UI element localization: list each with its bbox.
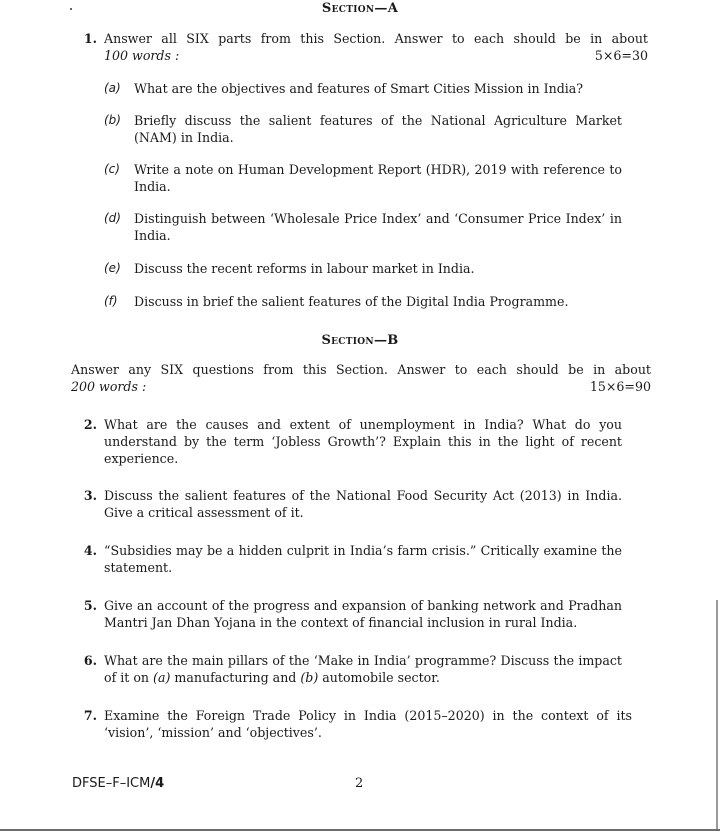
paper-code — [72, 775, 164, 792]
part-label: (b) — [104, 113, 121, 127]
question-number: 5. — [83, 598, 97, 613]
part-label: (f) — [104, 294, 118, 308]
question-number: 7. — [83, 708, 97, 723]
part-label: (c) — [104, 162, 120, 176]
instruction-text: Answer all SIX parts from this Section. Answer to each should be in about — [104, 31, 648, 46]
question-text — [104, 652, 622, 686]
part-text: Discuss in brief the salient features of the Digital India Programme. — [134, 294, 569, 309]
section-b-instructions — [71, 361, 651, 395]
paper-code-prefix: DFSE–F–ICM — [72, 776, 151, 791]
marks-allocation: 15×6=90 — [589, 379, 651, 394]
page-number: 2 — [355, 776, 364, 791]
instruction-text: Answer any SIX questions from this Section. Answer to each should be in about — [71, 362, 651, 377]
part-text: Briefly discuss the salient features of the National Agriculture Market (NAM) in India. — [134, 113, 622, 145]
question-text-part: What are the main pillars of the ‘Make in India’ programme? Discuss the impact of it on — [104, 653, 622, 685]
part-label: (d) — [104, 211, 121, 225]
marks-allocation: 5×6=30 — [594, 48, 648, 63]
question-text: What are the causes and extent of unemployment in India? What do you understand by the term ‘Jobless Growth’? Explain this in the light of recent experience. — [104, 417, 622, 466]
instruction-second-line — [71, 378, 651, 395]
part-text: Write a note on Human Development Report (HDR), 2019 with reference to India. — [134, 162, 622, 194]
question-text-part: automobile sector. — [318, 670, 440, 685]
sub-part-label: (a) — [153, 670, 171, 685]
question-number: 2. — [83, 417, 97, 432]
question-number: 3. — [83, 488, 97, 503]
section-b-heading: Section—B — [321, 333, 399, 348]
question-text: Discuss the salient features of the National Food Security Act (2013) in India. Give a critical assessment of it. — [104, 488, 622, 520]
part-text: Distinguish between ‘Wholesale Price Index’ and ‘Consumer Price Index’ in India. — [134, 211, 622, 243]
scan-edge-bottom — [0, 829, 720, 831]
question-text: Examine the Foreign Trade Policy in India (2015–2020) in the context of its ‘vision’, ‘mission’ and ‘objectives’. — [104, 708, 632, 740]
question-number: 6. — [83, 653, 97, 668]
word-limit: 200 words : — [71, 379, 147, 394]
section-a-heading: Section—A — [321, 1, 399, 16]
part-label: (a) — [104, 81, 121, 95]
part-label: (e) — [104, 261, 121, 275]
section-a-instructions — [104, 30, 648, 64]
part-text: What are the objectives and features of Smart Cities Mission in India? — [134, 81, 584, 96]
scan-edge-right — [716, 600, 718, 830]
question-number: 1. — [83, 31, 97, 46]
sub-part-label: (b) — [300, 670, 319, 685]
part-text: Discuss the recent reforms in labour market in India. — [134, 261, 475, 276]
question-number: 4. — [83, 543, 97, 558]
question-text: Give an account of the progress and expansion of banking network and Pradhan Mantri Jan Dhan Yojana in the context of financial inclusion in rural India. — [104, 598, 622, 630]
instruction-second-line — [104, 47, 648, 64]
question-text: “Subsidies may be a hidden culprit in India’s farm crisis.” Critically examine the statement. — [104, 543, 622, 575]
word-limit: 100 words : — [104, 48, 180, 63]
question-text-part: manufacturing and — [170, 670, 301, 685]
paper-code-suffix: /4 — [150, 776, 165, 791]
